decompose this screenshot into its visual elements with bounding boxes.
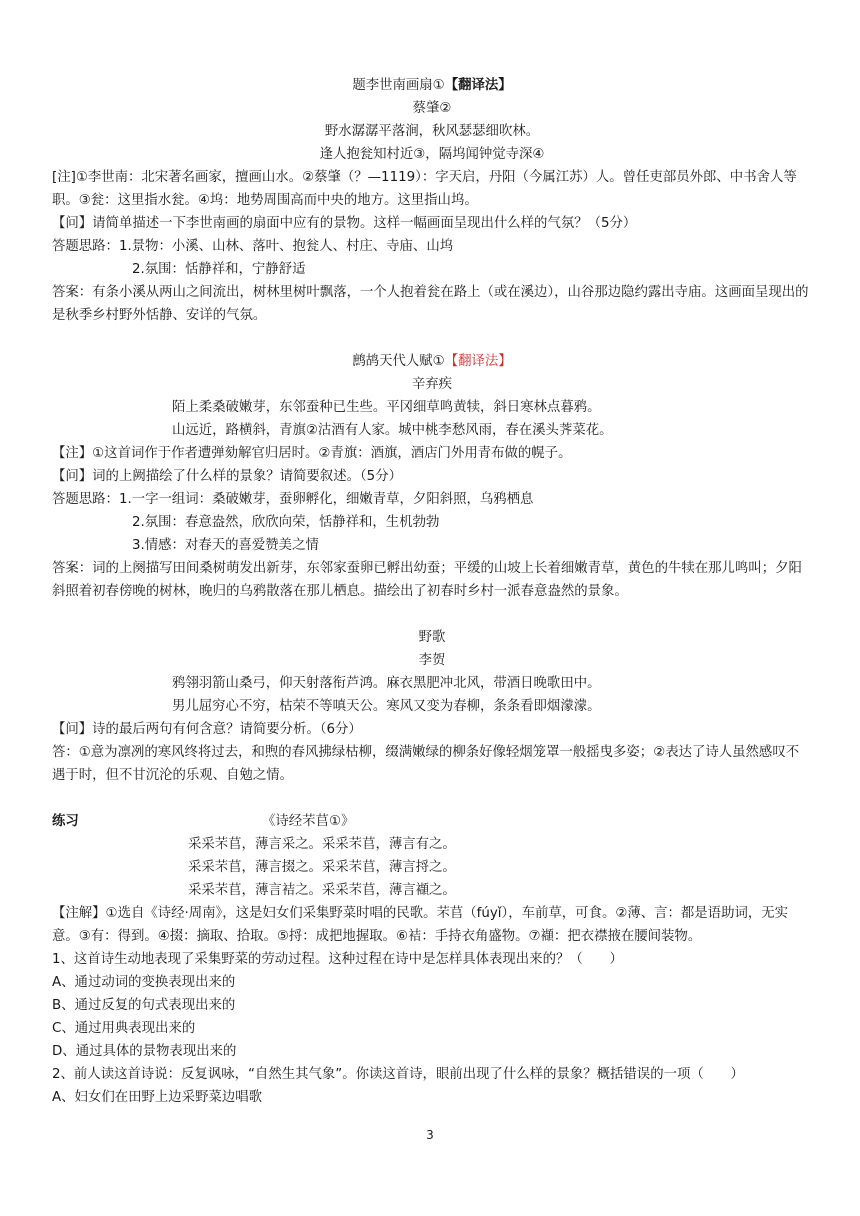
poem-line: 男儿屈穷心不穷，枯荣不等嗔天公。寒风又变为春柳，条条看即烟濛濛。 [172,699,601,714]
answer-1: 答案：有条小溪从两山之间流出，树林里树叶飘落，一个人抱着瓮在路上（或在溪边），山谷那边隐约露出寺庙。这画面呈现出的是秋季乡村野外恬静、安详的气氛。 [52,285,809,323]
question-1: 【问】请简单描述一下李世南画的扇面中应有的景物。这样一幅画面呈现出什么样的气氛？（5分） [52,216,637,231]
question-3: 【问】诗的最后两句有何含意？请简要分析。（6分） [52,722,362,737]
poem-author-2: 辛弃疾 [411,377,453,392]
poem-note-2: 【注】①这首词作于作者遭弹劾解官归居时。②青旗：酒旗，酒店门外用青布做的幌子。 [52,446,572,461]
poem-author-1: 蔡肇② [412,101,452,116]
poem-title-1: 题李世南画扇①【翻译法】 [352,78,512,93]
poem-line: 采采芣苢，薄言袺之。采采芣苢，薄言襭之。 [188,883,456,898]
mc-question-2: 2、前人读这首诗说：反复讽咏，“自然生其气象”。你读这首诗，眼前出现了什么样的景象？概括错误的一项（ ） [52,1067,744,1082]
mc-option: D、通过具体的景物表现出来的 [52,1044,237,1059]
poem-title-3: 野歌 [418,630,446,645]
mc-question-1: 1、这首诗生动地表现了采集野菜的劳动过程。这种过程在诗中是怎样具体表现出来的？（ ） [52,952,623,967]
hint-line: 答题思路：1.景物：小溪、山林、落叶、抱瓮人、村庄、寺庙、山坞 [52,239,454,254]
poem-line: 逢人抱瓮知村近③，隔坞闻钟觉寺深④ [319,147,545,162]
answer-3: 答：①意为凛冽的寒风终将过去，和煦的春风拂绿枯柳，缀满嫩绿的柳条好像轻烟笼罩一般摇曳多姿；②表达了诗人虽然感叹不遇于时，但不甘沉沦的乐观、自勉之情。 [52,745,800,783]
mc-option: B、通过反复的句式表现出来的 [52,998,236,1013]
answer-2: 答案：词的上阕描写田间桑树萌发出新芽，东邻家蚕卵已孵出幼蚕；平缓的山坡上长着细嫩青草，黄色的牛犊在那儿鸣叫；夕阳斜照着初春傍晚的树林，晚归的乌鸦散落在那儿栖息。描绘出了初春时乡村一派春意盎然的景象。 [52,561,802,599]
poem-line: 鸦翎羽箭山桑弓，仰天射落衔芦鸿。麻衣黑肥冲北风，带酒日晚歌田中。 [172,676,601,691]
practice-note: 【注解】①选自《诗经·周南》，这是妇女们采集野菜时唱的民歌。芣苢（fúyǐ），车前草，可食。②薄、言：都是语助词，无实意。③有：得到。④掇：摘取、拾取。⑤捋：成把地握取。⑥袺：手持衣角盛物。⑦襭：把衣襟掖在腰间装物。 [52,906,789,944]
page-number: 3 [426,1128,434,1142]
question-2: 【问】词的上阙描绘了什么样的景象？请简要叙述。（5分） [52,469,402,484]
poem-line: 山远近，路横斜，青旗②沽酒有人家。城中桃李愁风雨，春在溪头荠菜花。 [172,423,613,438]
mc-option: C、通过用典表现出来的 [52,1021,196,1036]
poem-line: 采采芣苢，薄言掇之。采采芣苢，薄言捋之。 [188,860,456,875]
mc-option: A、通过动词的变换表现出来的 [52,975,236,990]
mc-option: A、妇女们在田野上边采野菜边唱歌 [52,1090,263,1105]
poem-line: 采采芣苢，薄言采之。采采芣苢，薄言有之。 [188,837,456,852]
poem-line: 野水潺潺平落涧，秋风瑟瑟细吹林。 [324,124,540,139]
document-page [52,74,812,1109]
hint-line: 2.氛围：春意盎然，欣欣向荣，恬静祥和，生机勃勃 [132,515,440,530]
hint-line: 2.氛围：恬静祥和，宁静舒适 [132,262,306,277]
poem-line: 陌上柔桑破嫩芽，东邻蚕种已生些。平冈细草鸣黄犊，斜日寒林点暮鸦。 [172,400,601,415]
practice-title: 《诗经芣苢①》 [262,814,355,829]
poem-title-2: 鹧鸪天代人赋①【翻译法】 [352,354,512,369]
practice-label: 练习 [52,814,79,829]
poem-note-1: [注]①李世南：北宋著名画家，擅画山水。②蔡肇（？—1119）：字天启，丹阳（今属江苏）人。曾任吏部员外郎、中书舍人等职。③瓮：这里指水瓮。④坞：地势周围高而中央的地方。这里指山坞。 [52,170,797,208]
hint-line: 答题思路：1.一字一组词：桑破嫩芽，蚕卵孵化，细嫩青草，夕阳斜照，乌鸦栖息 [52,492,534,507]
practice-header [52,810,812,833]
hint-line: 3.情感：对春天的喜爱赞美之情 [132,538,319,553]
poem-author-3: 李贺 [418,653,446,668]
